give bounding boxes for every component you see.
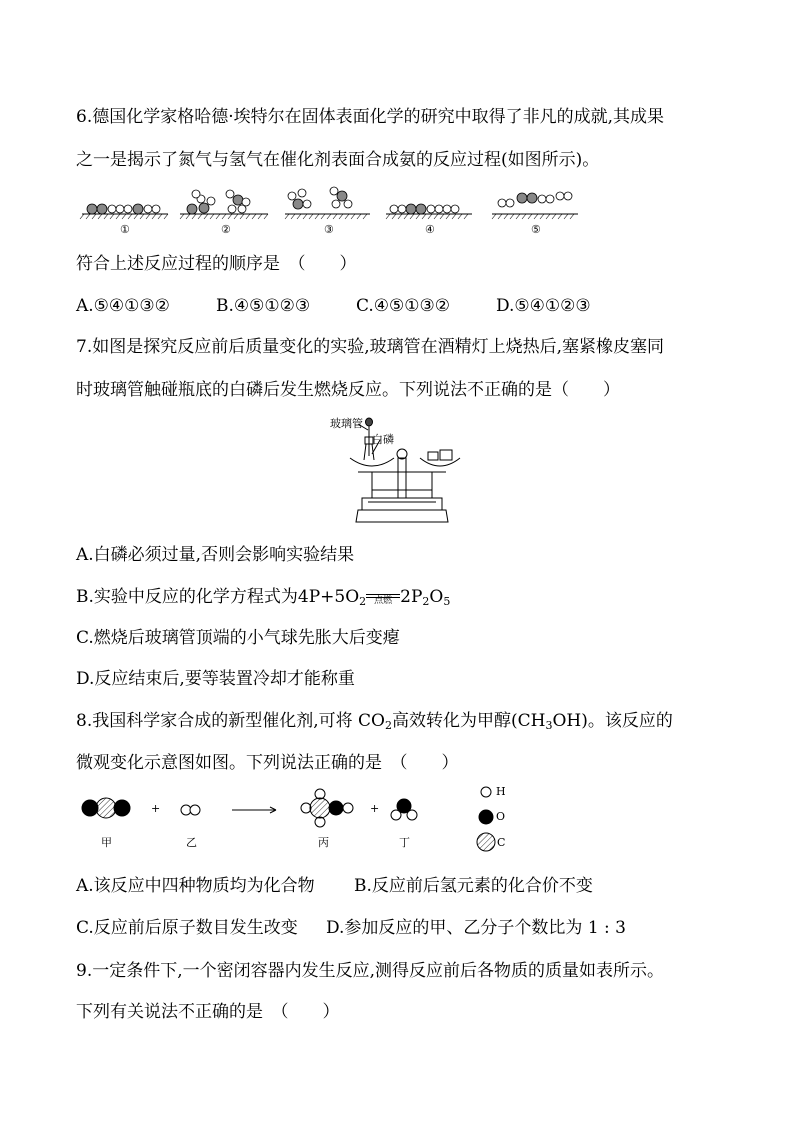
- q6-line-1: 6.德国化学家格哈德·埃特尔在固体表面化学的研究中取得了非凡的成就,其成果: [76, 107, 665, 127]
- q8-legend-h: H: [496, 785, 506, 798]
- q7-option-b[interactable]: B.实验中反应的化学方程式为$4P+5O_2$ 点燃 $2P_2O_5$: [76, 586, 450, 613]
- q7-option-c[interactable]: C.燃烧后玻璃管顶端的小气球先胀大后变瘪: [76, 628, 400, 648]
- q8-label-bing: 丙: [318, 836, 329, 849]
- q7-option-d[interactable]: D.反应结束后,要等装置冷却才能称重: [76, 669, 355, 689]
- q8-label-jia: 甲: [101, 836, 112, 849]
- q6-surface-figure: [80, 186, 600, 238]
- q8-line-1-b: 高效转化为甲醇(CH: [391, 711, 546, 731]
- q8-plus-1: +: [151, 802, 161, 815]
- q8-option-a[interactable]: A.该反应中四种物质均为化合物: [76, 876, 315, 896]
- q8-options-row-1: [76, 875, 593, 897]
- q6-figure-label-3: ③: [324, 223, 334, 236]
- q7-equals-sign: [366, 594, 400, 598]
- q8-legend-c: C: [497, 836, 506, 849]
- q6-figure-label-4: ④: [425, 223, 435, 236]
- q8-legend-o: O: [496, 810, 506, 823]
- q8-line-1: 8.我国科学家合成的新型催化剂,可将 $CO_2$高效转化为甲醇$(CH_3OH)$。该反应的: [76, 711, 673, 732]
- q7-line-1: 7.如图是探究反应前后质量变化的实验,玻璃管在酒精灯上烧热后,塞紧橡皮塞同: [76, 337, 665, 357]
- q9-line-2: 下列有关说法不正确的是 （ ）: [76, 1002, 340, 1022]
- q8-option-d[interactable]: D.参加反应的甲、乙分子个数比为 1 : 3: [326, 918, 626, 938]
- q6-option-b[interactable]: B.④⑤①②③: [216, 296, 311, 316]
- q6-figure-label-2: ②: [221, 223, 231, 236]
- q6-figure-label-5: ⑤: [531, 223, 541, 236]
- q6-figure-label-1: ①: [120, 223, 130, 236]
- q6-line-2: 之一是揭示了氮气与氢气在催化剂表面合成氨的反应过程(如图所示)。: [76, 150, 600, 170]
- q7-label-tube: 玻璃管: [330, 417, 363, 430]
- q7-line-2: 时玻璃管触碰瓶底的白磷后发生燃烧反应。下列说法不正确的是（ ）: [76, 380, 620, 400]
- q6-stem: 符合上述反应过程的顺序是 （ ）: [76, 254, 357, 274]
- q7-label-phosphorus: 白磷: [372, 433, 394, 446]
- q8-line-1-a: 8.我国科学家合成的新型催化剂,可将 CO: [76, 711, 385, 731]
- q8-option-c[interactable]: C.反应前后原子数目发生改变: [76, 918, 298, 938]
- q8-options-row-2: [76, 917, 626, 939]
- q7-option-a[interactable]: A.白磷必须过量,否则会影响实验结果: [76, 545, 355, 565]
- q7-condition: 点燃: [374, 596, 393, 606]
- q6-options: [76, 295, 591, 317]
- q8-line-2: 微观变化示意图如图。下列说法正确的是 （ ）: [76, 753, 459, 773]
- q6-option-c[interactable]: C.④⑤①③②: [356, 296, 451, 316]
- q6-option-d[interactable]: D.⑤④①②③: [496, 296, 591, 316]
- q8-plus-2: +: [370, 802, 380, 815]
- q6-option-a[interactable]: A.⑤④①③②: [76, 296, 170, 316]
- q7-option-b-prefix: B.实验中反应的化学方程式为4P+5O: [76, 587, 360, 607]
- q8-label-yi: 乙: [186, 836, 197, 849]
- q8-reaction-figure: [80, 784, 540, 854]
- q8-option-b[interactable]: B.反应前后氢元素的化合价不变: [354, 876, 593, 896]
- q9-line-1: 9.一定条件下,一个密闭容器内发生反应,测得反应前后各物质的质量如表所示。: [76, 961, 665, 981]
- q8-label-ding: 丁: [399, 836, 410, 849]
- q8-line-1-c: OH)。该反应的: [552, 711, 673, 731]
